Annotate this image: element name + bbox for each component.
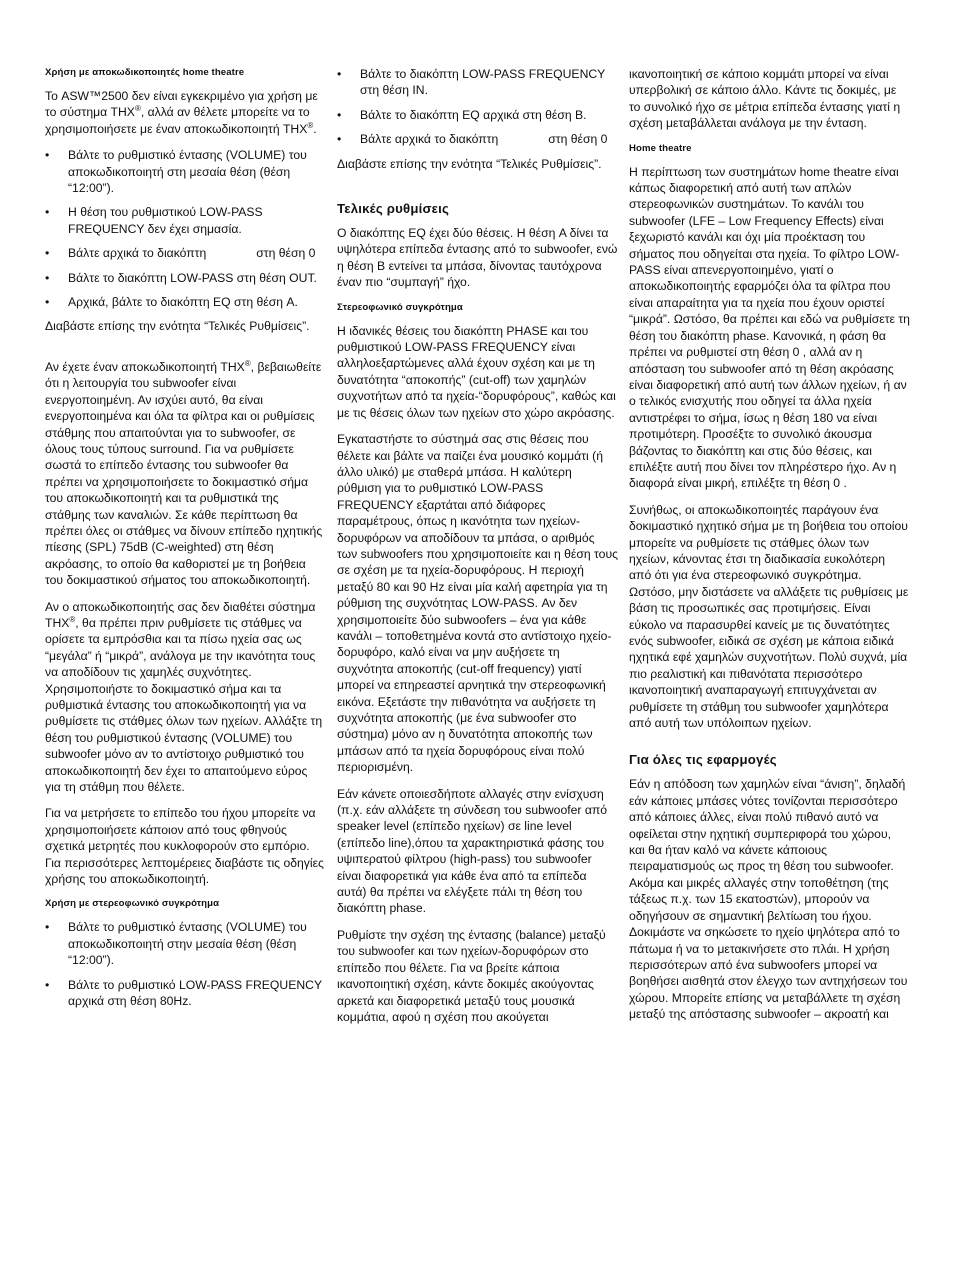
section-heading-all-applications: Για όλες τις εφαρμογές: [629, 752, 777, 768]
text: , θα πρέπει πριν ρυθμίσετε τις στάθμες να ορίσετε τα εμπρόσθια και τα πίσω ηχεία σας ως “μεγάλα” ή “μικρά”, ανάλογα με την ικανότητα τους να αποδίδουν τις χαμηλές συχνότητες. Χρησιμοποιήστε το δοκιμαστικό σήμα και τα ρυθμιστικά έντασης του αποκωδικοποιητή για να ρυθμίσετε τις στάθμες όλων των ηχείων. Αλλάξτε τη θέση του ρυθμιστικού έντασης (VOLUME) του subwoofer μόνο αν το αντίστοιχο ρυθμιστικό του αποκωδικοποιητή δεν έχει το απαιτούμενο εύρος για τη στάθμη που θέλετε.: [45, 615, 323, 795]
list-item-text: Βάλτε το ρυθμιστικό έντασης (VOLUME) του αποκωδικοποιητή στην μεσαία θέση (θέση “12:00”).: [68, 920, 307, 968]
column-left: [45, 66, 326, 1018]
list-item: [45, 294, 326, 310]
bullet-icon: •: [337, 107, 342, 122]
bullet-list-stereo: [45, 919, 326, 1009]
bullet-icon: •: [337, 67, 342, 81]
list-item-text: Αρχικά, βάλτε το διακόπτη EQ στη θέση A.: [68, 295, 298, 310]
list-item: [45, 919, 326, 968]
section-heading-home-theatre-decoders: Χρήση με αποκωδικοποιητές home theatre: [45, 67, 245, 78]
paragraph-see-final-settings: Διαβάστε επίσης την ενότητα “Τελικές Ρυθμίσεις”.: [45, 319, 310, 334]
list-item-text: Βάλτε το διακόπτη LOW-PASS στη θέση OUT.: [68, 270, 317, 285]
list-item-text: στη θέση 0: [256, 246, 316, 261]
section-heading-final-settings: Τελικές ρυθμίσεις: [337, 201, 450, 217]
registered-mark: ®: [307, 120, 314, 130]
section-heading-stereo-system: Στερεοφωνικό συγκρότημα: [337, 301, 463, 313]
list-item-text: Βάλτε αρχικά το διακόπτη: [360, 132, 499, 147]
bullet-icon: •: [45, 977, 50, 992]
paragraph-phase-lowpass: Η ιδανικές θέσεις του διακόπτη PHASE και του ρυθμιστικού LOW-PASS FREQUENCY είναι αλληλοεξαρτώμενες αλλά έχουν σχέση και με τη δυνατότητα “αποκοπής” (cut-off) των χαμηλών συχνοτήτων από τα ηχεία-“δορυφόρους”, καθώς και με τις θέσεις όλων των ηχείων στο χώρο ακρόασης.: [337, 323, 616, 420]
text: , βεβαιωθείτε ότι η λειτουργία του subwoofer είναι ενεργοποιημένη. Αν ισχύει αυτό, θα είναι ενεργοποιημένα και όλα τα φίλτρα και οι ρυθμίσεις στάθμης που απαιτούνται για το subwoofer, σε όλους τους τύπους surround. Για να ρυθμίσετε σωστά το επίπεδο έντασης του subwoofer θα πρέπει να χρησιμοποιήσετε το δοκιμαστικό σήμα του αποκωδικοποιητή και τα ρυθμιστικά της στάθμης των καναλιών. Σε κάθε περίπτωση θα πρέπει όλες οι στάθμες να δίνουν επίπεδο ηχητικής πίεσης (SPL) 75dB (C-weighted) στη θέση ακρόασης, το οποίο θα καθοριστεί με τη βοήθεια του δοκιμαστικού σήματος του αποκωδικοποιητή.: [45, 359, 323, 588]
list-item-text: Βάλτε το ρυθμιστικό LOW-PASS FREQUENCY αρχικά στη θέση 80Hz.: [68, 977, 322, 1009]
paragraph-see-final-settings: Διαβάστε επίσης την ενότητα “Τελικές Ρυθμίσεις”.: [337, 156, 602, 171]
paragraph-amplification-changes: Εάν κάνετε οποιεσδήποτε αλλαγές στην ενίσχυση (π.χ. εάν αλλάξετε τη σύνδεση του subwoofer από speaker level (επίπεδο ηχείων) σε line level (επίπεδο line),όπου τα χαρακτηριστικά φάσης του υψιπερατού φίλτρου (high-pass) του subwoofer είναι διαφορετικά για κάθε ένα από τα επίπεδα αυτά) θα πρέπει να ελέγξετε πάλι τη θέση του διακόπτη phase.: [337, 786, 608, 916]
section-heading-home-theatre: Home theatre: [629, 142, 692, 154]
paragraph-home-theatre: Η περίπτωση των συστημάτων home theatre είναι κάπως διαφορετική από αυτή των απλών στερεοφωνικών συστημάτων. Το κανάλι του subwoofer (LFE – Low Frequency Effects) είναι ξεχωριστό κανάλι και όχι μία προέκταση του σήματος που οδηγείται στα ηχεία. Το φίλτρο LOW-PASS είναι απενεργοποιημένο, γιατί ο αποκωδικοποιητής εφαρμόζει όλα τα φίλτρα που είναι απαραίτητα για τα ηχεία που έχουν οριστεί “μικρά”. Ωστόσο, θα πρέπει και εδώ να ρυθμίσετε τη θέση του διακόπτη phase. Κανονικά, η φάση θα πρέπει να ρυθμιστεί στη θέση 0 , αλλά αν η απόσταση του subwoofer από τη θέση ακρόασης είναι διαφορετική από αυτή των άλλων ηχείων, ή αν ο τελικός ενισχυτής που οδηγεί τα άλλα ηχεία αντιστρέφει το σήμα, ίσως η θέση 180 να είναι προτιμότερη. Προσέξτε το συνολικό άκουσμα βάζοντας το διακόπτη και στις δύο θέσεις, και επιλέξτε αυτή που δίνει τον πληρέστερο ήχο. Αν η διαφορά είναι μικρή, επιλέξτε τη θέση 0 .: [629, 164, 910, 491]
paragraph-non-thx-decoder: [45, 599, 326, 796]
paragraph-installation: Εγκαταστήστε το σύστημά σας στις θέσεις που θέλετε και βάλτε να παίζει ένα μουσικό κομμάτι (ή άλλο υλικό) με σταθερά μπάσα. Η καλύτερη ρύθμιση για το ρυθμιστικό LOW-PASS FREQUENCY εξαρτάται από διάφορες παραμέτρους, όπως η ικανότητα των ηχείων-δορυφόρων να αποδίδουν τα μπάσα, ο αριθμός των subwoofers που χρησιμοποιείτε και η θέση τους σε σχέση με τα ηχεία-δορυφόρους. Η περιοχή μεταξύ 80 και 90 Hz είναι μία καλή αφετηρία για τη ρύθμιση της συχνότητας LOW-PASS. Αν δεν χρησιμοποιείτε δύο subwoofers – ένα για κάθε κανάλι – τοποθετημένα κοντά στο αντίστοιχο ηχείο-δορυφόρο, καλό είναι να μην αυξήσετε τη συχνότητα αποκοπής (cut-off frequency) γιατί μπορεί να επηρεαστεί αρνητικά την στερεοφωνική εικόνα. Εξετάστε την πιθανότητα να αυξήσετε τη συχνότητα αποκοπής (με ένα subwoofer στο σύστημα) μόνο αν η δυνατότητα αποκοπής των μπάσων από τα ηχεία δορυφόρους είναι πολύ περιορισμένη.: [337, 432, 618, 775]
list-item: [45, 147, 326, 196]
paragraph-balance: Ρυθμίστε την σχέση της έντασης (balance) μεταξύ του subwoofer και των ηχείων-δορυφόρων στο επίπεδο που θέλετε. Για να βρείτε κάποια ικανοποιητική σχέση, κάντε δοκιμές ακούγοντας αρκετά και διαφορετικά μεταξύ τους μουσικά κομμάτια, αφού η σχέση που ακούγεται: [337, 927, 606, 1024]
text: .: [313, 121, 317, 136]
registered-mark: ®: [69, 614, 76, 624]
list-item: [337, 131, 618, 147]
text: , αλλά αν θέλετε μπορείτε να το χρησιμοποιήσετε με έναν αποκωδικοποιητή THX: [45, 105, 310, 136]
list-item-text: Βάλτε το διακόπτη LOW-PASS FREQUENCY στη θέση IN.: [360, 67, 606, 98]
bullet-icon: •: [45, 295, 50, 310]
text: Αν ο αποκωδικοποιητής σας δεν διαθέτει σύστημα THX: [45, 599, 316, 630]
paragraph-level-meter: Για να μετρήσετε το επίπεδο του ήχου μπορείτε να χρησιμοποιήσετε κάποιον από τους φθηνούς σχετικά μετρητές που κυκλοφορούν στο εμπόριο. Για περισσότερες λεπτομέρειες διαβάστε τις οδηγίες χρήσης του αποκωδικοποιητή.: [45, 806, 324, 887]
registered-mark: ®: [134, 104, 141, 114]
bullet-list-thx: [45, 147, 326, 310]
list-item: [45, 204, 326, 237]
paragraph-all-applications: Εάν η απόδοση των χαμηλών είναι “άνιση”, δηλαδή εάν κάποιες μπάσες νότες τονίζονται περισσότερο από κάποιες άλλες, είναι πολύ πιθανό αυτό να οφείλεται στην ηχητική συμπεριφορά του χώρου, και θα ήταν καλό να κάνετε κάποιους πειραματισμούς ως προς τη θέση του subwoofer. Ακόμα και μικρές αλλαγές στην τοποθέτηση (της τάξεως π.χ. των 15 εκατοστών), μπορούν να οδηγήσουν σε σημαντική βελτίωση του ήχου. Δοκιμάστε να σηκώσετε το ηχείο ψηλότερα από το πάτωμα ή να το μετακινήσετε στο πλάι. Η χρήση περισσότερων από ένα subwoofers μπορεί να βοηθήσει αισθητά στον έλεγχο των αντηχήσεων του χώρου. Μπορείτε επίσης να μεταβάλλετε τη σχέση μεταξύ της απόστασης subwoofer – ακροατή και: [629, 777, 908, 1022]
text: Το ASW™2500 δεν είναι εγκεκριμένο για χρήση με το σύστημα THX: [45, 89, 318, 120]
bullet-icon: •: [337, 132, 342, 147]
bullet-icon: •: [45, 920, 50, 935]
bullet-icon: •: [45, 270, 50, 285]
registered-mark: ®: [244, 358, 251, 368]
list-item-text: Βάλτε το διακόπτη EQ αρχικά στη θέση B.: [360, 107, 587, 122]
bullet-icon: •: [45, 246, 50, 261]
list-item: [337, 66, 618, 99]
list-item-text: Βάλτε αρχικά το διακόπτη: [68, 246, 207, 261]
paragraph-test-signal: Συνήθως, οι αποκωδικοποιητές παράγουν ένα δοκιμαστικό ηχητικό σήμα με τη βοήθεια του οποίου μπορείτε να ρυθμίσετε τις στάθμες όλων των ηχείων, κάνοντας έτσι τη διαδικασία ευκολότερη από ότι για ένα στερεοφωνικό συγκρότημα. Ωστόσο, μην διστάσετε να αλλάξετε τις ρυθμίσεις με βάση τις προσωπικές σας προτιμήσεις. Είναι εύκολο να παρασυρθεί κανείς με τις δυνατότητες ενός subwoofer, ειδικά σε σχέση με κάποια ειδικά ηχητικά εφέ χαμηλών συχνοτήτων. Πολύ συχνά, μία πιο ρεαλιστική και πιθανότατα περισσότερο ικανοποιητική αναπαραγωγή επιτυγχάνεται αν ρυθμίσετε τη στάθμη του subwoofer χαμηλότερα από αυτή των υπόλοιπων ηχείων.: [629, 502, 909, 731]
paragraph-balance-continued: ικανοποιητική σε κάποιο κομμάτι μπορεί να είναι υπερβολική σε κάποιο άλλο. Κάντε τις δοκιμές, με το συνολικό ήχο σε μέτρια επίπεδα έντασης γιατί η σχέση μεταβάλλεται ανάλογα με την ένταση.: [629, 67, 901, 131]
list-item-text: Βάλτε το ρυθμιστικό έντασης (VOLUME) του αποκωδικοποιητή στη μεσαία θέση (θέση “12:00”).: [68, 148, 307, 196]
bullet-list-stereo-continued: [337, 66, 618, 148]
bullet-icon: •: [45, 205, 50, 220]
bullet-icon: •: [45, 148, 50, 163]
text: Αν έχετε έναν αποκωδικοποιητή THX: [45, 359, 245, 374]
list-item: [45, 977, 326, 1010]
list-item-text: στη θέση 0: [548, 132, 608, 147]
list-item: [45, 245, 326, 261]
column-middle: [337, 66, 618, 1035]
paragraph-eq-switch: Ο διακόπτης EQ έχει δύο θέσεις. Η θέση A δίνει τα υψηλότερα επίπεδα έντασης από το subwoofer, ενώ η θέση B εντείνει τα μπάσα, δίνοντας ταυτόχρονα έναν πιο “συμπαγή” ήχο.: [337, 226, 618, 290]
section-heading-stereo-use: Χρήση με στερεοφωνικό συγκρότημα: [45, 898, 220, 910]
paragraph-thx-decoder: [45, 359, 326, 589]
paragraph-thx-intro: [45, 88, 326, 137]
column-right: [629, 66, 910, 1033]
list-item: [45, 270, 326, 286]
list-item-text: Η θέση του ρυθμιστικού LOW-PASS FREQUENCY δεν έχει σημασία.: [68, 205, 263, 236]
list-item: [337, 107, 618, 123]
